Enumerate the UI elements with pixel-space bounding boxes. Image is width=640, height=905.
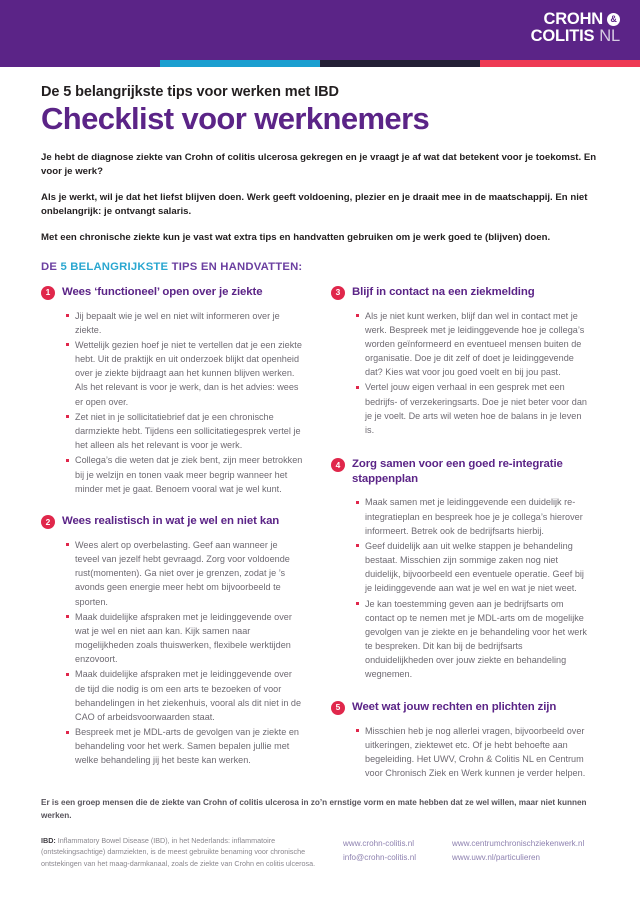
kicker-title: De 5 belangrijkste tips voor werken met IBD bbox=[41, 84, 339, 100]
list-item: Misschien heb je nog allerlei vragen, bijvoorbeeld over uitkeringen, ziektewet etc. Of je hebt behoefte aan begeleiding. Het UWV, Crohn & Colitis NL en Centrum voor Chronisch Ziek en Werk kunnen je verder helpen. bbox=[356, 724, 593, 781]
logo-text-nl: NL bbox=[599, 26, 620, 45]
tip-title: Weet wat jouw rechten en plichten zijn bbox=[352, 700, 557, 713]
tip-header bbox=[331, 285, 593, 300]
ibd-definition-text: Inflammatory Bowel Disease (IBD), in het Nederlands: inflammatoire (ontstekingsachtige) darmziekten, is de meest gebruikte benaming voor chronische ontstekingen van het maag-darmkanaal, zoals de ziekte van Crohn en colitis ulcerosa. bbox=[41, 835, 316, 868]
tip-bullet-list bbox=[41, 538, 303, 768]
footer-links bbox=[343, 835, 584, 869]
tip-bullet-list bbox=[331, 724, 593, 781]
footer bbox=[0, 822, 640, 869]
tip-item bbox=[331, 700, 593, 781]
intro-paragraph: Als je werkt, wil je dat het liefst blijven doen. Werk geeft voldoening, plezier en je draait mee in de maatschappij. En niet onbelangrijk: je ontvangt salaris. bbox=[41, 191, 588, 218]
tip-number-badge: 4 bbox=[331, 458, 345, 472]
list-item: Maak samen met je leidinggevende een duidelijk re-integratieplan en bespreek hoe je je collega’s hierover informeert. Betrek ook de bedrijfsarts hierbij. bbox=[356, 495, 593, 538]
tip-item bbox=[41, 514, 303, 768]
list-item: Je kan toestemming geven aan je bedrijfsarts om contact op te nemen met je MDL-arts om de mogelijke gevolgen van je ziekte en je behandeling voor het werk te bespreken. Dit kan bij de bedrijfsarts onduidelijkheden over jouw ziekte en behandeling wegnemen. bbox=[356, 597, 593, 682]
ibd-term: IBD: bbox=[41, 835, 56, 845]
tip-bullet-list bbox=[331, 309, 593, 438]
list-item: Collega’s die weten dat je ziek bent, zijn meer betrokken bij je welzijn en tonen vaak meer begrip wanneer het minder met je gaat. Benoem vooral wat je wel kunt. bbox=[66, 453, 303, 496]
footer-links-column-1 bbox=[343, 837, 416, 869]
title-block bbox=[0, 67, 640, 137]
tip-bullet-list bbox=[331, 495, 593, 681]
list-item: Vertel jouw eigen verhaal in een gesprek met een bedrijfs- of verzekeringsarts. Doe je niet beter voor dan je je voelt. De arts wil weten hoe de balans in je leven is. bbox=[356, 380, 593, 437]
logo-line-colitis bbox=[531, 28, 620, 45]
tips-column-left bbox=[41, 285, 303, 795]
list-item: Wettelijk gezien hoef je niet te vertellen dat je een ziekte hebt. Uit de praktijk en uit onderzoek blijkt dat openheid over je ziekte bijdraagt aan het kunnen blijven werken. Als het relevant is voor je werk, dan is het advies: wees er open over. bbox=[66, 338, 303, 409]
tip-item bbox=[41, 285, 303, 496]
tip-item bbox=[331, 457, 593, 681]
logo-text-colitis: COLITIS bbox=[530, 26, 595, 45]
tips-columns bbox=[0, 285, 640, 795]
accent-color-bar bbox=[0, 60, 640, 67]
section-label-part-de: DE bbox=[41, 260, 61, 273]
tip-header bbox=[331, 700, 593, 715]
list-item: Als je niet kunt werken, blijf dan wel in contact met je werk. Bespreek met je leidinggevende hoe je collega’s worden geïnformeerd en eventueel mensen buiten de organisatie. Doe je dit zelf of doet je leidinggevende dat? Kies wat voor jou goed voelt en bij jou past. bbox=[356, 309, 593, 380]
tip-title: Zorg samen voor een goed re-integratie stappenplan bbox=[352, 458, 563, 485]
list-item: Geef duidelijk aan uit welke stappen je behandeling bestaat. Misschien zijn sommige zaken nog niet duidelijk, bijvoorbeeld een eventuele operatie. Geef bij je leidinggevende aan wat je wel en wat je niet weet. bbox=[356, 539, 593, 596]
ibd-definition bbox=[41, 835, 321, 869]
footnote: Er is een groep mensen die de ziekte van Crohn of colitis ulcerosa in zo’n ernstige vorm en mate hebben dat ze wel willen, maar niet kunnen werken. bbox=[41, 798, 587, 820]
logo-text-crohn: CROHN bbox=[543, 10, 603, 28]
tip-title: Wees realistisch in wat je wel en niet kan bbox=[62, 514, 280, 527]
list-item: Maak duidelijke afspraken met je leidinggevende over de tijd die nodig is om een arts te bezoeken of voor behandelingen in het ziekenhuis, vooral als dit niet in de CAO of arbeidsvoorwaarden staat. bbox=[66, 667, 303, 724]
link-website-crohn-colitis[interactable]: www.crohn-colitis.nl bbox=[343, 838, 415, 848]
section-label bbox=[0, 257, 640, 273]
intro-paragraph: Je hebt de diagnose ziekte van Crohn of colitis ulcerosa gekregen en je vraagt je af wat dat betekent voor je toekomst. En voor je werk? bbox=[41, 151, 597, 178]
link-email-crohn-colitis[interactable]: info@crohn-colitis.nl bbox=[343, 853, 416, 863]
intro-paragraph: Met een chronische ziekte kun je vast wat extra tips en handvatten gebruiken om je werk goed te (blijven) doen. bbox=[41, 232, 551, 244]
tips-column-right bbox=[331, 285, 593, 795]
tip-number-badge: 2 bbox=[41, 515, 55, 529]
tip-title: Blijf in contact na een ziekmelding bbox=[352, 285, 535, 298]
ampersand-icon: & bbox=[607, 13, 620, 26]
footer-links-column-2 bbox=[452, 837, 584, 869]
accent-segment-purple bbox=[0, 60, 160, 67]
tip-bullet-list bbox=[41, 309, 303, 496]
tip-header bbox=[331, 457, 593, 486]
section-label-part-tips: TIPS EN HANDVATTEN: bbox=[168, 260, 303, 273]
link-website-uwv[interactable]: www.uwv.nl/particulieren bbox=[452, 853, 541, 863]
tip-item bbox=[331, 285, 593, 438]
section-label-part-count: 5 BELANGRIJKSTE bbox=[60, 260, 169, 273]
tip-number-badge: 1 bbox=[41, 286, 55, 300]
tip-title: Wees ‘functioneel’ open over je ziekte bbox=[62, 285, 263, 298]
tip-header bbox=[41, 514, 303, 529]
header-band bbox=[0, 0, 640, 60]
brand-logo bbox=[531, 11, 620, 45]
intro-block bbox=[0, 137, 640, 246]
logo-line-crohn bbox=[531, 11, 620, 28]
tip-header bbox=[41, 285, 303, 300]
accent-segment-cyan bbox=[160, 60, 320, 67]
list-item: Bespreek met je MDL-arts de gevolgen van je ziekte en behandeling voor het werk. Samen bepalen jullie met welke behandeling jij het beste kan werken. bbox=[66, 725, 303, 768]
list-item: Jij bepaalt wie je wel en niet wilt informeren over je ziekte. bbox=[66, 309, 303, 337]
tip-number-badge: 5 bbox=[331, 701, 345, 715]
link-website-centrum[interactable]: www.centrumchronischziekenwerk.nl bbox=[452, 838, 585, 848]
list-item: Zet niet in je sollicitatiebrief dat je een chronische darmziekte hebt. Tijdens een sollicitatiegesprek vertel je het alleen als het relevant is voor je werk. bbox=[66, 410, 303, 453]
page-title: Checklist voor werknemers bbox=[41, 101, 430, 136]
accent-segment-red bbox=[480, 60, 640, 67]
list-item: Wees alert op overbelasting. Geef aan wanneer je teveel van jezelf hebt gevraagd. Zorg voor voldoende rust(momenten). Ga niet over je grenzen, zodat je ’s avonds geen energie meer hebt om bijvoorbeeld te sporten. bbox=[66, 538, 303, 609]
tip-number-badge: 3 bbox=[331, 286, 345, 300]
list-item: Maak duidelijke afspraken met je leidinggevende over wat je wel en niet aan kan. Kijk samen naar mogelijkheden zoals thuiswerken, flexibele werktijden enzovoort. bbox=[66, 610, 303, 667]
accent-segment-navy bbox=[320, 60, 480, 67]
